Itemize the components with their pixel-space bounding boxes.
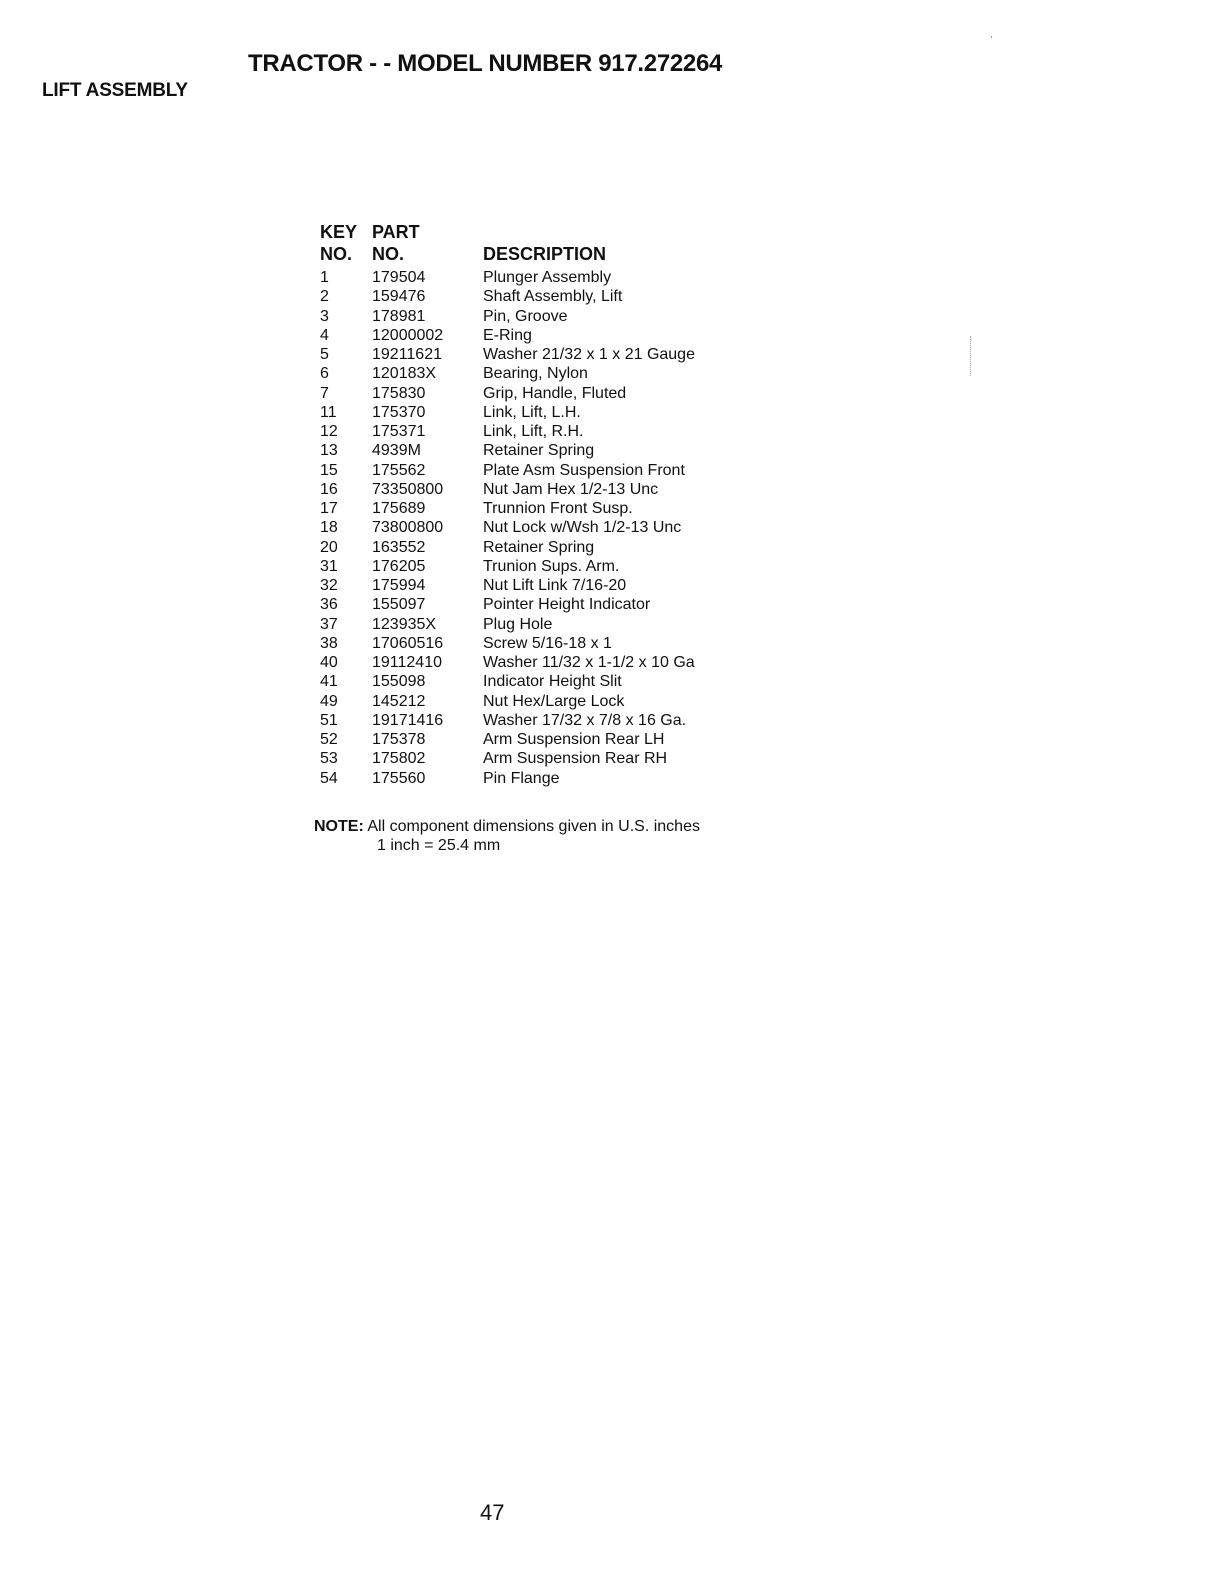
note-line-1: All component dimensions given in U.S. inches [367,818,700,835]
description: Washer 21/32 x 1 x 21 Gauge [483,346,695,363]
key-no: 31 [320,557,338,575]
key-no: 37 [320,615,338,633]
page-title: TRACTOR - - MODEL NUMBER 917.272264 [248,50,723,77]
key-no: 5 [320,346,329,363]
part-no: 73800800 [372,519,444,537]
part-no: 4939M [372,442,421,460]
part-no: 19171416 [372,711,444,729]
description: Shaft Assembly, Lift [483,288,623,306]
part-no: 175994 [372,577,426,594]
part-no: 145212 [372,692,426,710]
key-no: 12 [320,423,338,440]
key-no: 20 [320,538,338,556]
part-no: 175562 [372,461,426,479]
key-no: 38 [320,634,338,652]
key-no: 51 [320,711,338,729]
key-no: 52 [320,731,338,748]
scan-mark [970,336,972,376]
part-no: 175560 [372,769,426,787]
description: Nut Lift Link 7/16-20 [483,577,627,594]
part-no: 163552 [372,538,426,556]
description: Arm Suspension Rear LH [483,731,665,748]
part-no: 155098 [372,673,426,691]
part-no: 73350800 [372,480,444,498]
description: Grip, Handle, Fluted [483,384,627,402]
part-no: 120183X [372,365,437,383]
part-no: 178981 [372,307,426,325]
part-no: 17060516 [372,634,444,652]
description: Plunger Assembly [483,269,612,286]
key-no: 17 [320,500,338,517]
description: Plug Hole [483,615,553,633]
key-no: 49 [320,692,338,710]
key-no: 41 [320,673,338,691]
part-no: 175378 [372,731,426,748]
note-label: NOTE: [314,818,364,835]
description: Link, Lift, L.H. [483,403,581,421]
part-no: 159476 [372,288,426,306]
part-no: 175830 [372,384,426,402]
description: Bearing, Nylon [483,365,588,383]
key-no: 53 [320,750,338,768]
description: Pin Flange [483,769,560,787]
key-no: 15 [320,461,338,479]
part-no: 19211621 [372,346,442,363]
part-no: 175689 [372,500,426,517]
description: Washer 17/32 x 7/8 x 16 Ga. [483,711,687,729]
description: Nut Hex/Large Lock [483,692,625,710]
description: Retainer Spring [483,442,595,460]
description: Pointer Height Indicator [483,596,651,614]
page-number: 47 [480,1500,505,1525]
description: Link, Lift, R.H. [483,423,584,440]
key-header-top: KEY [320,222,358,242]
description: Trunion Sups. Arm. [483,557,620,575]
part-no: 175371 [372,423,426,440]
key-no: 40 [320,654,338,671]
key-no: 54 [320,769,338,787]
key-no: 1 [320,269,329,286]
key-no: 11 [320,403,337,421]
description: Indicator Height Slit [483,673,622,691]
description: Plate Asm Suspension Front [483,461,685,479]
part-no: 123935X [372,615,437,633]
description-header: DESCRIPTION [483,244,607,264]
part-header-top: PART [372,222,420,242]
part-no: 175370 [372,403,426,421]
key-no: 2 [320,288,329,306]
key-no: 36 [320,596,338,614]
description: Arm Suspension Rear RH [483,750,668,768]
key-no: 18 [320,519,338,537]
description: Pin, Groove [483,307,568,325]
key-no: 13 [320,442,338,460]
note [314,817,700,855]
part-no: 175802 [372,750,426,768]
part-no: 179504 [372,269,426,286]
key-no: 6 [320,365,329,383]
description: E-Ring [483,326,532,344]
description: Nut Lock w/Wsh 1/2-13 Unc [483,519,682,537]
description: Retainer Spring [483,538,595,556]
description: Trunnion Front Susp. [483,500,633,517]
part-no: 19112410 [372,654,442,671]
key-no: 32 [320,577,338,594]
scan-speck [991,36,992,38]
key-no: 3 [320,307,329,325]
key-header-bottom: NO. [320,244,353,264]
key-no: 16 [320,480,338,498]
description: Nut Jam Hex 1/2-13 Unc [483,480,659,498]
key-no: 7 [320,384,329,402]
key-no: 4 [320,326,329,344]
part-no: 12000002 [372,326,444,344]
part-header-bottom: NO. [372,244,405,264]
part-no: 155097 [372,596,426,614]
description: Washer 11/32 x 1-1/2 x 10 Ga [483,654,695,671]
section-title: LIFT ASSEMBLY [42,80,188,101]
note-line-2: 1 inch = 25.4 mm [377,837,501,854]
description: Screw 5/16-18 x 1 [483,634,612,652]
part-no: 176205 [372,557,426,575]
